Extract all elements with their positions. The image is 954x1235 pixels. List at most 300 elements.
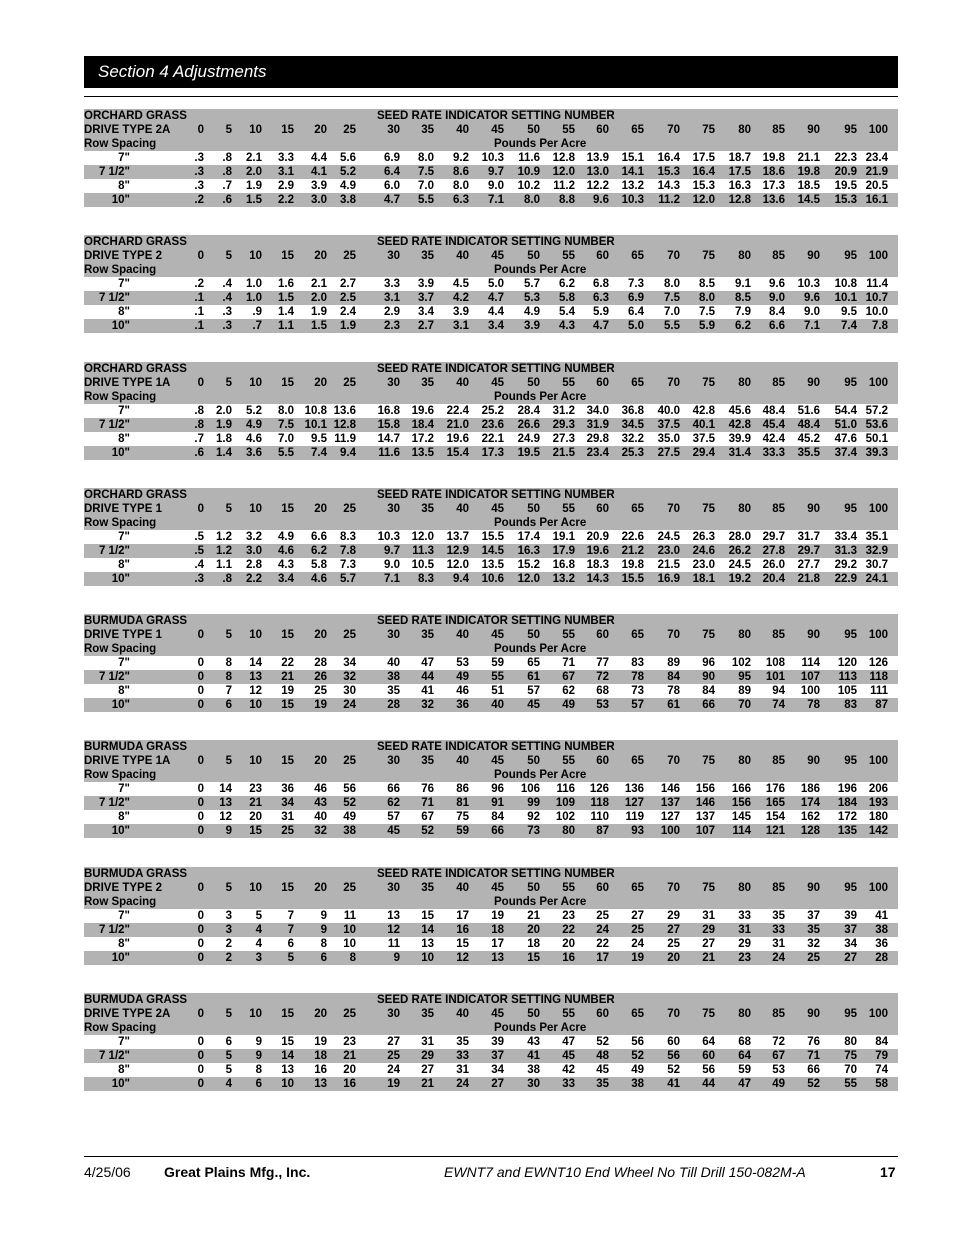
table-cell: 0 [197, 699, 204, 711]
table-cell: 4.9 [278, 531, 294, 543]
row-spacing: 7 1/2" [98, 166, 130, 178]
table-cell: 38 [387, 671, 400, 683]
column-header: 50 [527, 124, 540, 136]
table-cell: 8.3 [418, 573, 434, 585]
table-cell: .9 [252, 306, 262, 318]
table-cell: 18 [491, 924, 504, 936]
column-header: 35 [421, 1008, 434, 1020]
table-cell: 45 [596, 1064, 609, 1076]
column-header: 25 [343, 377, 356, 389]
drive-type: DRIVE TYPE 1 [84, 629, 162, 641]
table-cell: 32.2 [621, 433, 644, 445]
table-cell: 20.4 [762, 573, 785, 585]
table-cell: 31 [281, 811, 294, 823]
table-cell: 72 [772, 1036, 785, 1048]
table-cell: 33 [738, 910, 751, 922]
column-header: 85 [772, 503, 785, 515]
table-cell: 1.8 [216, 433, 232, 445]
table-cell: 146 [660, 783, 680, 795]
table-cell: 10.7 [865, 292, 888, 304]
column-header: 35 [421, 250, 434, 262]
table-cell: 10.0 [865, 306, 888, 318]
seed-rate-heading: SEED RATE INDICATOR SETTING NUMBER [377, 236, 615, 248]
table-cell: 8 [349, 952, 356, 964]
table-cell: 50.1 [865, 433, 888, 445]
column-header: 55 [562, 377, 575, 389]
table-cell: .3 [222, 306, 232, 318]
table-row [84, 544, 898, 558]
column-header: 80 [738, 755, 751, 767]
row-spacing: 10" [111, 1078, 130, 1090]
table-cell: 28.4 [517, 405, 540, 417]
column-header: 60 [596, 250, 609, 262]
column-header: 60 [596, 629, 609, 641]
table-cell: 15 [421, 910, 434, 922]
column-header: 90 [807, 124, 820, 136]
column-header: 85 [772, 882, 785, 894]
table-columns-row [84, 881, 898, 895]
drive-type: DRIVE TYPE 1A [84, 755, 171, 767]
column-header: 25 [343, 250, 356, 262]
table-cell: 7.4 [311, 447, 327, 459]
table-cell: 5.7 [340, 573, 356, 585]
table-cell: 31.9 [586, 419, 609, 431]
table-cell: 49 [772, 1078, 785, 1090]
table-cell: 23.0 [657, 545, 680, 557]
table-cell: 2.8 [246, 559, 262, 571]
table-cell: 36 [875, 938, 888, 950]
column-header: 60 [596, 882, 609, 894]
row-spacing: 7" [118, 783, 130, 795]
column-header: 25 [343, 629, 356, 641]
column-header: 75 [702, 629, 715, 641]
table-cell: 18.6 [762, 166, 785, 178]
table-cell: 9 [255, 1050, 262, 1062]
table-cell: 114 [732, 825, 751, 837]
table-cell: 21 [527, 910, 540, 922]
table-cell: 84 [667, 671, 680, 683]
table-cell: 23 [343, 1036, 356, 1048]
table-cell: 54.4 [834, 405, 857, 417]
table-row [84, 951, 898, 965]
table-cell: 31 [421, 1036, 434, 1048]
row-spacing: 8" [118, 938, 130, 950]
table-cell: 15.5 [621, 573, 644, 585]
table-cell: 2.1 [246, 152, 262, 164]
table-cell: 13 [281, 1064, 294, 1076]
table-cell: 44 [702, 1078, 715, 1090]
table-cell: 21 [249, 797, 262, 809]
table-cell: 33 [772, 924, 785, 936]
table-cell: 2 [225, 952, 232, 964]
table-cell: 52 [421, 825, 434, 837]
table-cell: 51.0 [834, 419, 857, 431]
table-cell: 24.5 [728, 559, 751, 571]
row-spacing: 7 1/2" [98, 545, 130, 557]
column-header: 50 [527, 503, 540, 515]
table-cell: 57.2 [865, 405, 888, 417]
table-cell: 2.0 [216, 405, 232, 417]
table-cell: .3 [194, 152, 204, 164]
table-cell: 37 [807, 910, 820, 922]
column-header: 5 [225, 124, 232, 136]
table-cell: 45 [527, 699, 540, 711]
table-units-row [84, 895, 898, 909]
table-cell: 4.7 [593, 320, 609, 332]
table-cell: 40 [387, 657, 400, 669]
table-cell: 59 [456, 825, 469, 837]
table-cell: 7.5 [278, 419, 294, 431]
table-cell: 14.3 [586, 573, 609, 585]
column-header: 70 [667, 755, 680, 767]
table-cell: 113 [838, 671, 857, 683]
table-columns-row [84, 249, 898, 263]
table-cell: 52 [667, 1064, 680, 1076]
table-cell: 13 [387, 910, 400, 922]
table-cell: 5.0 [628, 320, 644, 332]
table-cell: 10.6 [481, 573, 504, 585]
table-cell: 13.5 [411, 447, 434, 459]
column-header: 55 [562, 755, 575, 767]
column-header: 90 [807, 503, 820, 515]
column-header: 35 [421, 377, 434, 389]
table-cell: 51 [491, 685, 504, 697]
table-cell: 6.3 [453, 194, 469, 206]
table-cell: 52 [596, 1036, 609, 1048]
table-cell: 18.5 [797, 180, 820, 192]
table-cell: 111 [870, 685, 888, 697]
table-cell: 7.0 [664, 306, 680, 318]
table-cell: 118 [590, 797, 609, 809]
table-cell: 25 [387, 1050, 400, 1062]
table-cell: 23 [738, 952, 751, 964]
column-header: 60 [596, 124, 609, 136]
table-cell: 84 [702, 685, 715, 697]
table-cell: 4.6 [278, 545, 294, 557]
table-cell: 27.7 [797, 559, 820, 571]
table-cell: 18.7 [728, 152, 751, 164]
column-header: 80 [738, 1008, 751, 1020]
table-cell: 3.7 [418, 292, 434, 304]
table-cell: 3 [255, 952, 262, 964]
seed-rate-heading: SEED RATE INDICATOR SETTING NUMBER [377, 363, 615, 375]
table-cell: 21.5 [657, 559, 680, 571]
table-cell: 16 [456, 924, 469, 936]
table-cell: 14.1 [621, 166, 644, 178]
row-spacing: 7 1/2" [98, 797, 130, 809]
table-cell: 12 [387, 924, 400, 936]
column-header: 5 [225, 629, 232, 641]
table-cell: 3.1 [384, 292, 400, 304]
table-cell: 53 [456, 657, 469, 669]
table-cell: 8 [225, 657, 232, 669]
table-cell: 0 [197, 938, 204, 950]
row-spacing: 7" [118, 531, 130, 543]
table-cell: .8 [222, 152, 232, 164]
table-header-row [84, 867, 898, 881]
column-header: 80 [738, 629, 751, 641]
table-cell: 58 [875, 1078, 888, 1090]
column-header: 35 [421, 629, 434, 641]
row-spacing: 7" [118, 405, 130, 417]
column-header: 10 [249, 250, 262, 262]
table-cell: 57 [387, 811, 400, 823]
column-header: 65 [631, 503, 644, 515]
column-header: 45 [491, 250, 504, 262]
table-cell: 92 [527, 811, 540, 823]
table-cell: 39 [491, 1036, 504, 1048]
table-cell: 8.5 [699, 278, 715, 290]
table-cell: 121 [765, 825, 785, 837]
column-header: 85 [772, 629, 785, 641]
row-spacing-label: Row Spacing [84, 264, 157, 276]
table-cell: 8 [255, 1064, 262, 1076]
table-cell: 89 [667, 657, 680, 669]
table-cell: 165 [765, 797, 785, 809]
table-cell: 12.8 [728, 194, 751, 206]
table-cell: 55 [491, 671, 504, 683]
table-cell: 5 [255, 910, 262, 922]
column-header: 100 [868, 629, 888, 641]
table-cell: 21.9 [865, 166, 888, 178]
table-cell: 23.4 [586, 447, 609, 459]
table-cell: 41 [527, 1050, 540, 1062]
column-header: 80 [738, 250, 751, 262]
table-cell: 13 [219, 797, 232, 809]
table-cell: 38 [343, 825, 356, 837]
table-cell: 67 [562, 671, 575, 683]
table-cell: 76 [421, 783, 434, 795]
table-header-row [84, 614, 898, 628]
table-cell: 65 [527, 657, 540, 669]
footer-manual-title: EWNT7 and EWNT10 End Wheel No Till Drill 150-082M-A [444, 1164, 806, 1180]
table-cell: 24.5 [657, 531, 680, 543]
table-cell: 10.2 [517, 180, 540, 192]
table-cell: 12 [219, 811, 232, 823]
drive-type: DRIVE TYPE 2 [84, 882, 162, 894]
table-cell: 71 [562, 657, 575, 669]
column-header: 25 [343, 124, 356, 136]
seed-rate-table [84, 362, 898, 460]
table-cell: 28 [875, 952, 888, 964]
table-cell: 17.5 [692, 152, 715, 164]
table-cell: 2.7 [340, 278, 356, 290]
table-cell: 20 [527, 924, 540, 936]
table-cell: 7 [287, 924, 294, 936]
table-cell: 166 [731, 783, 751, 795]
table-cell: 127 [624, 797, 644, 809]
column-header: 35 [421, 124, 434, 136]
table-cell: 70 [844, 1064, 857, 1076]
table-row [84, 151, 898, 165]
column-header: 10 [249, 629, 262, 641]
table-cell: 42.8 [728, 419, 751, 431]
table-cell: 17 [456, 910, 469, 922]
table-cell: 184 [837, 797, 857, 809]
table-cell: 17.3 [762, 180, 785, 192]
table-cell: 102 [731, 657, 751, 669]
table-cell: 1.2 [216, 531, 232, 543]
table-cell: 5.6 [340, 152, 356, 164]
table-cell: 38 [527, 1064, 540, 1076]
table-cell: 78 [667, 685, 680, 697]
table-cell: 12.2 [586, 180, 609, 192]
table-cell: 31 [702, 910, 715, 922]
table-cell: 7.1 [804, 320, 820, 332]
column-header: 5 [225, 755, 232, 767]
column-header: 85 [772, 377, 785, 389]
table-cell: 5.2 [340, 166, 356, 178]
table-cell: 12.9 [446, 545, 469, 557]
table-cell: 127 [660, 811, 680, 823]
table-cell: 136 [624, 783, 644, 795]
row-spacing: 7 1/2" [98, 419, 130, 431]
table-cell: .5 [194, 545, 204, 557]
table-cell: 14.5 [481, 545, 504, 557]
table-cell: 4.4 [311, 152, 327, 164]
table-cell: 0 [197, 910, 204, 922]
table-cell: 11 [343, 910, 356, 922]
table-cell: 45.4 [762, 419, 785, 431]
table-cell: .8 [194, 405, 204, 417]
table-cell: 1.5 [311, 320, 327, 332]
column-header: 100 [868, 124, 888, 136]
table-cell: 5.9 [699, 320, 715, 332]
table-cell: 3.9 [453, 306, 469, 318]
table-cell: 17.9 [552, 545, 575, 557]
column-header: 20 [314, 882, 327, 894]
table-cell: 8.0 [453, 180, 469, 192]
table-row [84, 909, 898, 923]
table-cell: 3.2 [246, 531, 262, 543]
table-cell: 11.6 [518, 152, 540, 164]
table-row [84, 305, 898, 319]
column-header: 20 [314, 124, 327, 136]
table-cell: 10.3 [797, 278, 820, 290]
drive-type: DRIVE TYPE 2A [84, 124, 171, 136]
column-header: 75 [702, 1008, 715, 1020]
table-cell: 17 [596, 952, 609, 964]
column-header: 80 [738, 882, 751, 894]
table-cell: 2.7 [418, 320, 434, 332]
table-cell: 1.5 [246, 194, 262, 206]
table-cell: 12.0 [446, 559, 469, 571]
table-cell: 27 [667, 924, 680, 936]
table-cell: 7.4 [841, 320, 857, 332]
table-cell: 118 [869, 671, 888, 683]
table-cell: 31.4 [728, 447, 751, 459]
table-cell: 105 [837, 685, 857, 697]
table-cell: 29 [738, 938, 751, 950]
table-cell: 20.9 [834, 166, 857, 178]
table-cell: 41 [421, 685, 434, 697]
table-cell: 78 [807, 699, 820, 711]
table-cell: 126 [868, 657, 888, 669]
table-cell: 35 [456, 1036, 469, 1048]
table-cell: .6 [194, 447, 204, 459]
table-cell: 2.0 [311, 292, 327, 304]
table-cell: .2 [194, 194, 204, 206]
table-cell: 13.5 [481, 559, 504, 571]
column-header: 65 [631, 629, 644, 641]
column-header: 5 [225, 250, 232, 262]
table-cell: 45 [387, 825, 400, 837]
table-cell: 6.9 [384, 152, 400, 164]
column-header: 80 [738, 377, 751, 389]
table-cell: 35.0 [657, 433, 680, 445]
table-cell: 45.6 [728, 405, 751, 417]
table-cell: 47.6 [834, 433, 857, 445]
table-cell: 5.3 [524, 292, 540, 304]
crop-name: BURMUDA GRASS [84, 741, 188, 753]
table-cell: 27.8 [762, 545, 785, 557]
table-cell: 0 [197, 783, 204, 795]
table-cell: 9.0 [769, 292, 785, 304]
table-cell: 52 [807, 1078, 820, 1090]
column-header: 40 [456, 882, 469, 894]
table-cell: 7.5 [418, 166, 434, 178]
table-cell: 37.5 [692, 433, 715, 445]
table-cell: 31 [456, 1064, 469, 1076]
table-cell: 15.3 [657, 166, 680, 178]
table-cell: .6 [222, 194, 232, 206]
table-cell: 12.8 [552, 152, 575, 164]
table-cell: 6.3 [593, 292, 609, 304]
table-cell: 6.4 [628, 306, 644, 318]
table-cell: 22 [562, 924, 575, 936]
table-cell: 3.9 [418, 278, 434, 290]
table-cell: 206 [868, 783, 888, 795]
seed-rate-table [84, 235, 898, 333]
seed-rate-table [84, 740, 898, 838]
table-cell: 57 [631, 699, 644, 711]
table-cell: 13.2 [621, 180, 644, 192]
table-cell: 55 [844, 1078, 857, 1090]
table-cell: 4 [225, 1078, 232, 1090]
table-cell: 12.0 [411, 531, 434, 543]
row-spacing: 7" [118, 910, 130, 922]
table-columns-row [84, 628, 898, 642]
table-row [84, 165, 898, 179]
table-cell: 4.5 [453, 278, 469, 290]
table-cell: 6 [287, 938, 294, 950]
table-cell: 1.2 [216, 545, 232, 557]
table-cell: 47 [421, 657, 434, 669]
table-row [84, 698, 898, 712]
column-header: 60 [596, 377, 609, 389]
column-header: 55 [562, 250, 575, 262]
table-cell: 25 [281, 825, 294, 837]
column-header: 15 [281, 629, 294, 641]
column-header: 0 [197, 1008, 204, 1020]
column-header: 95 [844, 250, 857, 262]
table-cell: 4.1 [311, 166, 327, 178]
table-cell: 47 [738, 1078, 751, 1090]
column-header: 95 [844, 503, 857, 515]
table-cell: 13.2 [552, 573, 575, 585]
table-cell: 26.3 [692, 531, 715, 543]
table-cell: 15.4 [446, 447, 469, 459]
section-title: Section 4 Adjustments [98, 62, 267, 81]
table-cell: 8 [320, 938, 327, 950]
column-header: 20 [314, 503, 327, 515]
table-cell: 96 [702, 657, 715, 669]
table-row [84, 1077, 898, 1091]
row-spacing: 7 1/2" [98, 671, 130, 683]
table-cell: 137 [660, 797, 680, 809]
table-cell: 0 [197, 924, 204, 936]
column-header: 25 [343, 1008, 356, 1020]
